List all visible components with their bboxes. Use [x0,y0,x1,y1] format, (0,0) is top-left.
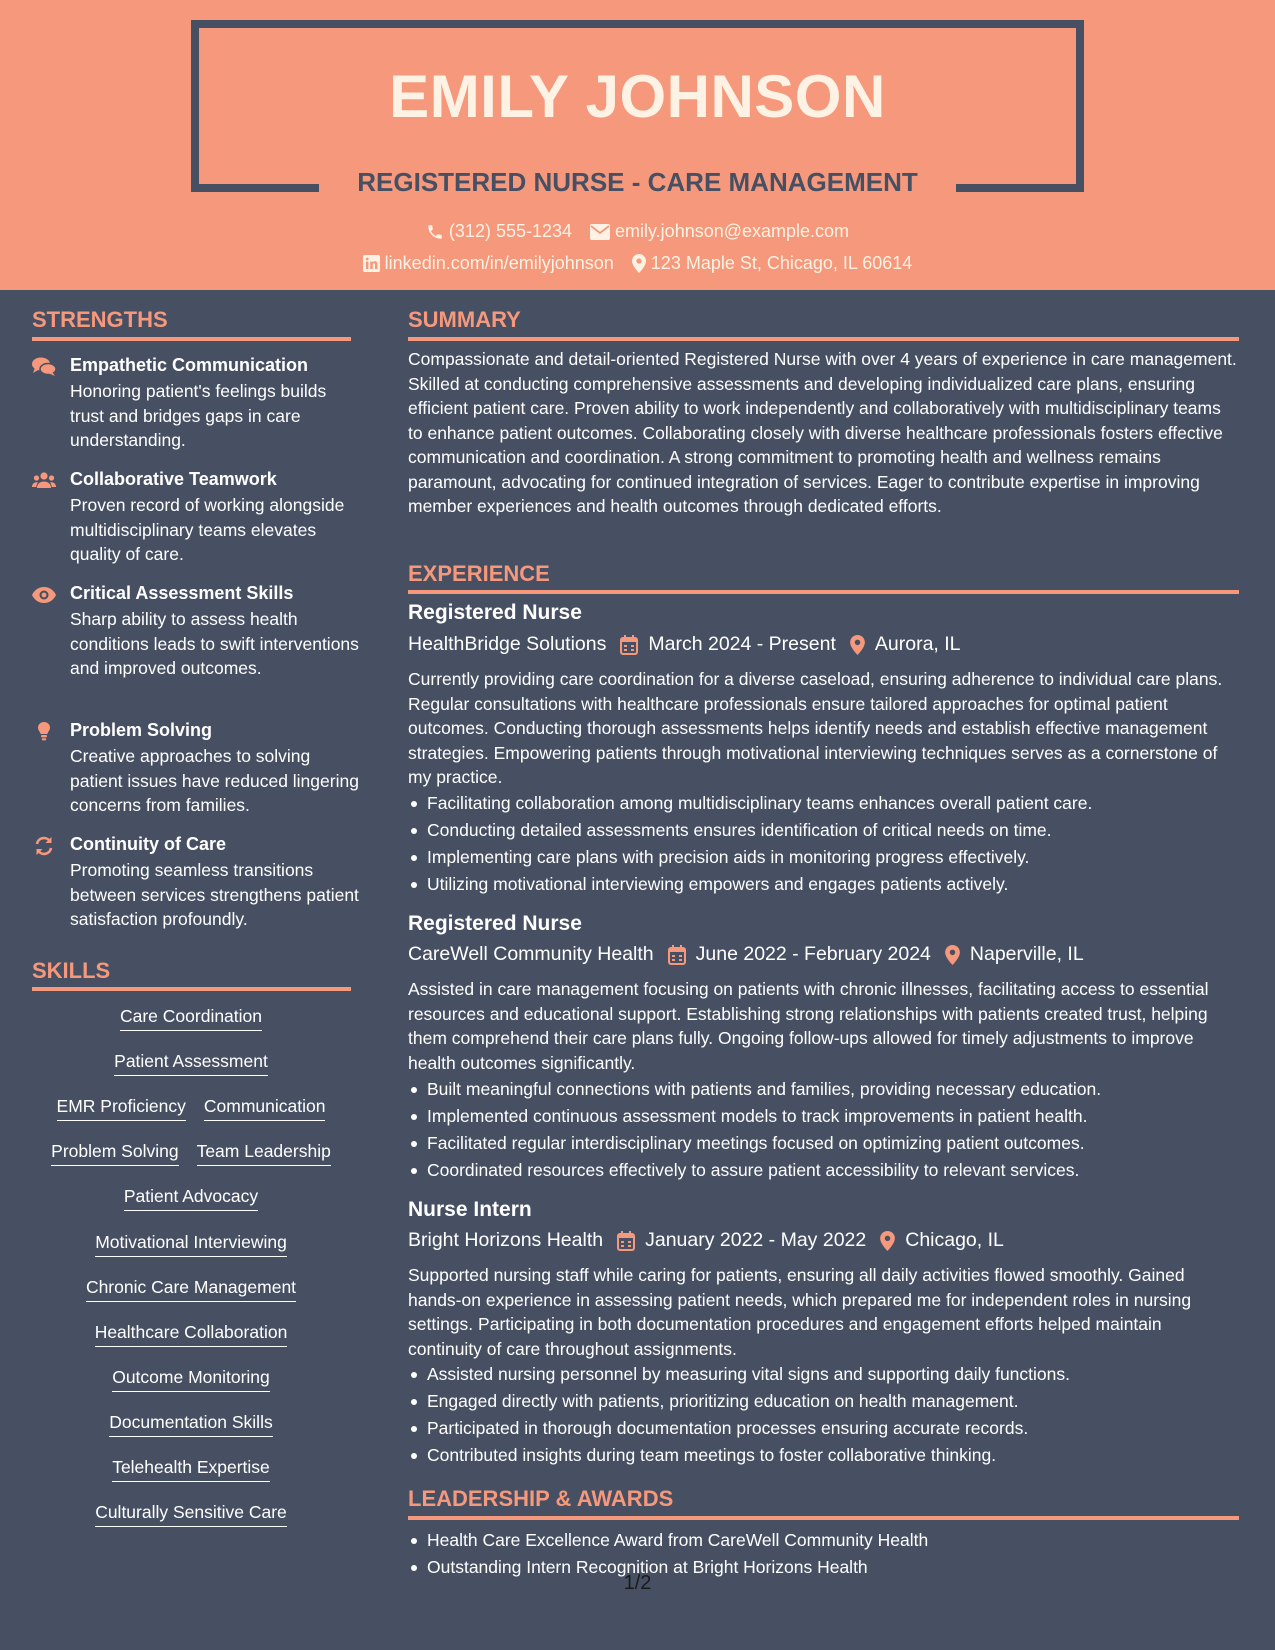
company-name: HealthBridge Solutions [408,633,607,655]
strengths-heading: STRENGTHS [32,307,168,332]
linkedin-contact[interactable] [363,253,614,274]
strength-description: Proven record of working alongside multidisciplinary teams elevates quality of care. [70,495,345,564]
job-description: Assisted in care management focusing on patients with chronic illnesses, facilitating access to essential resources and educational support. Establishing strong relationships with patients created trust, helping them comprehend their care plans fully. Ongoing follow-ups allowed for timely adjustments to improve health outcomes significantly. [408,979,1209,1073]
calendar-icon [620,635,638,655]
job-meta [408,633,961,656]
skill-tag: Outcome Monitoring [112,1367,270,1392]
map-pin-icon [945,945,960,965]
skill-row [30,1412,352,1437]
list-item: Health Care Excellence Award from CareWell Community Health [408,1528,1240,1555]
job-dates: March 2024 - Present [648,633,836,655]
summary-heading: SUMMARY [408,307,521,332]
job-location: Naperville, IL [969,943,1084,965]
skill-tag: Documentation Skills [109,1412,272,1437]
linkedin-icon [363,255,380,272]
skill-tag: Team Leadership [197,1141,331,1166]
map-pin-icon [850,635,865,655]
job-dates: January 2022 - May 2022 [645,1229,867,1251]
summary-text: Compassionate and detail-oriented Registered Nurse with over 4 years of experience in care management. Skilled at conducting comprehensive assessments and developing individualized care plans, ensuring efficient patient care. Proven ability to work independently and collaboratively with multidisciplinary teams to enhance patient outcomes. Collaborating closely with diverse healthcare professionals fosters effective communication and coordination. A strong commitment to promoting health and wellness remains paramount, advocating for continued integration of services. Eager to contribute expertise in improving member experiences and health outcomes through dedicated efforts. [408,349,1237,516]
experience-heading: EXPERIENCE [408,561,550,586]
address-contact [632,253,913,274]
job-title: Registered Nurse [408,601,582,624]
list-item: Participated in thorough documentation processes ensuring accurate records. [408,1416,1240,1443]
envelope-icon [590,224,610,240]
list-item: Implementing care plans with precision aids in monitoring progress effectively. [408,845,1240,872]
email-text: emily.johnson@example.com [615,221,850,241]
strength-title: Collaborative Teamwork [70,469,277,489]
list-item: Contributed insights during team meetings to foster collaborative thinking. [408,1443,1240,1470]
phone-icon [426,223,444,241]
list-item: Engaged directly with patients, prioritizing education on health management. [408,1389,1240,1416]
map-pin-icon [632,254,646,273]
address-text: 123 Maple St, Chicago, IL 60614 [650,253,913,273]
skill-row [30,1502,352,1527]
list-item: Facilitating collaboration among multidisciplinary teams enhances overall patient care. [408,791,1240,818]
section-divider [32,987,351,991]
list-item: Facilitated regular interdisciplinary meetings focused on optimizing patient outcomes. [408,1131,1240,1158]
list-item: Outstanding Intern Recognition at Bright Horizons Health [408,1555,1240,1582]
section-divider [32,337,351,341]
strength-description: Promoting seamless transitions between services strengthens patient satisfaction profoundly. [70,860,359,929]
strength-title: Continuity of Care [70,834,226,854]
header-frame [191,20,1084,28]
job-headline: REGISTERED NURSE - CARE MANAGEMENT [357,167,918,197]
job-description: Currently providing care coordination for a diverse caseload, ensuring adherence to individual care plans. Regular consultations with healthcare professionals ensure tailored approaches for optimal patient outcomes. Conducting thorough assessments helps identify needs and establish effective management strategies. Empowering patients through motivational interviewing techniques serves as a cornerstone of my practice. [408,669,1223,787]
company-name: CareWell Community Health [408,943,654,965]
job-location: Aurora, IL [874,633,961,655]
job-meta [408,1229,1004,1252]
skill-tag: Culturally Sensitive Care [95,1502,287,1527]
skill-row [30,1006,352,1031]
strength-description: Honoring patient's feelings builds trust and bridges gaps in care understanding. [70,381,327,450]
job-dates: June 2022 - February 2024 [695,943,931,965]
sync-icon [32,836,56,856]
job-bullets [408,791,1240,899]
job-description: Supported nursing staff while caring for patients, ensuring all daily activities flowed smoothly. Gained hands-on experience in assessing patient needs, which prepared me for independent roles in nursing settings. Participating in both documentation procedures and engagement efforts helped maintain continuity of care throughout assignments. [408,1265,1192,1359]
skill-tag: Chronic Care Management [86,1277,296,1302]
skill-row [30,1322,352,1347]
resume-header [0,0,1275,290]
users-icon [32,471,56,491]
skill-tag: Communication [204,1096,326,1121]
email-contact[interactable] [590,221,849,242]
strength-description: Sharp ability to assess health conditions leads to swift interventions and improved outcomes. [70,609,359,678]
calendar-icon [668,945,686,965]
page-number: 1/2 [623,1572,652,1594]
strength-title: Problem Solving [70,720,213,740]
section-divider [408,337,1239,341]
job-title: Registered Nurse [408,912,582,935]
skill-tag: Care Coordination [120,1006,262,1031]
skill-tag: Healthcare Collaboration [95,1322,288,1347]
section-divider [408,590,1239,594]
linkedin-text: linkedin.com/in/emilyjohnson [384,253,614,273]
list-item: Coordinated resources effectively to assure patient accessibility to relevant services. [408,1158,1240,1185]
job-bullets [408,1362,1240,1470]
job-location: Chicago, IL [905,1229,1004,1251]
company-name: Bright Horizons Health [408,1229,604,1251]
skill-row [30,1457,352,1482]
contact-row [0,253,1275,274]
skill-tag: Patient Assessment [114,1051,268,1076]
list-item: Implemented continuous assessment models to track improvements in patient health. [408,1104,1240,1131]
skill-row [30,1232,352,1257]
skill-tag: Motivational Interviewing [95,1232,287,1257]
skill-tag: Problem Solving [51,1141,178,1166]
contact-row [0,221,1275,242]
skill-row [30,1096,352,1121]
skill-row [30,1186,352,1211]
strength-title: Empathetic Communication [70,355,309,375]
phone-contact[interactable] [426,221,572,242]
phone-text: (312) 555-1234 [448,221,573,241]
skill-tag: Telehealth Expertise [112,1457,270,1482]
section-divider [408,1516,1239,1520]
map-pin-icon [880,1231,895,1251]
skill-row [30,1141,352,1166]
skill-row [30,1367,352,1392]
skill-row [30,1051,352,1076]
job-title: Nurse Intern [408,1198,532,1221]
job-meta [408,943,1084,966]
skill-tag: EMR Proficiency [57,1096,186,1121]
list-item: Conducting detailed assessments ensures identification of critical needs on time. [408,818,1240,845]
candidate-name: EMILY JOHNSON [389,63,886,130]
list-item: Utilizing motivational interviewing empowers and engages patients actively. [408,872,1240,899]
lightbulb-icon [32,722,56,742]
skill-row [30,1277,352,1302]
skills-heading: SKILLS [32,958,111,983]
job-bullets [408,1077,1240,1185]
calendar-icon [617,1231,635,1251]
comments-icon [32,357,56,377]
eye-icon [32,585,56,605]
strength-title: Critical Assessment Skills [70,583,294,603]
skill-tag: Patient Advocacy [124,1186,258,1211]
strength-description: Creative approaches to solving patient issues have reduced lingering concerns from families. [70,746,359,815]
list-item: Assisted nursing personnel by measuring vital signs and supporting daily functions. [408,1362,1240,1389]
list-item: Built meaningful connections with patients and families, providing necessary education. [408,1077,1240,1104]
awards-heading: LEADERSHIP & AWARDS [408,1486,674,1511]
